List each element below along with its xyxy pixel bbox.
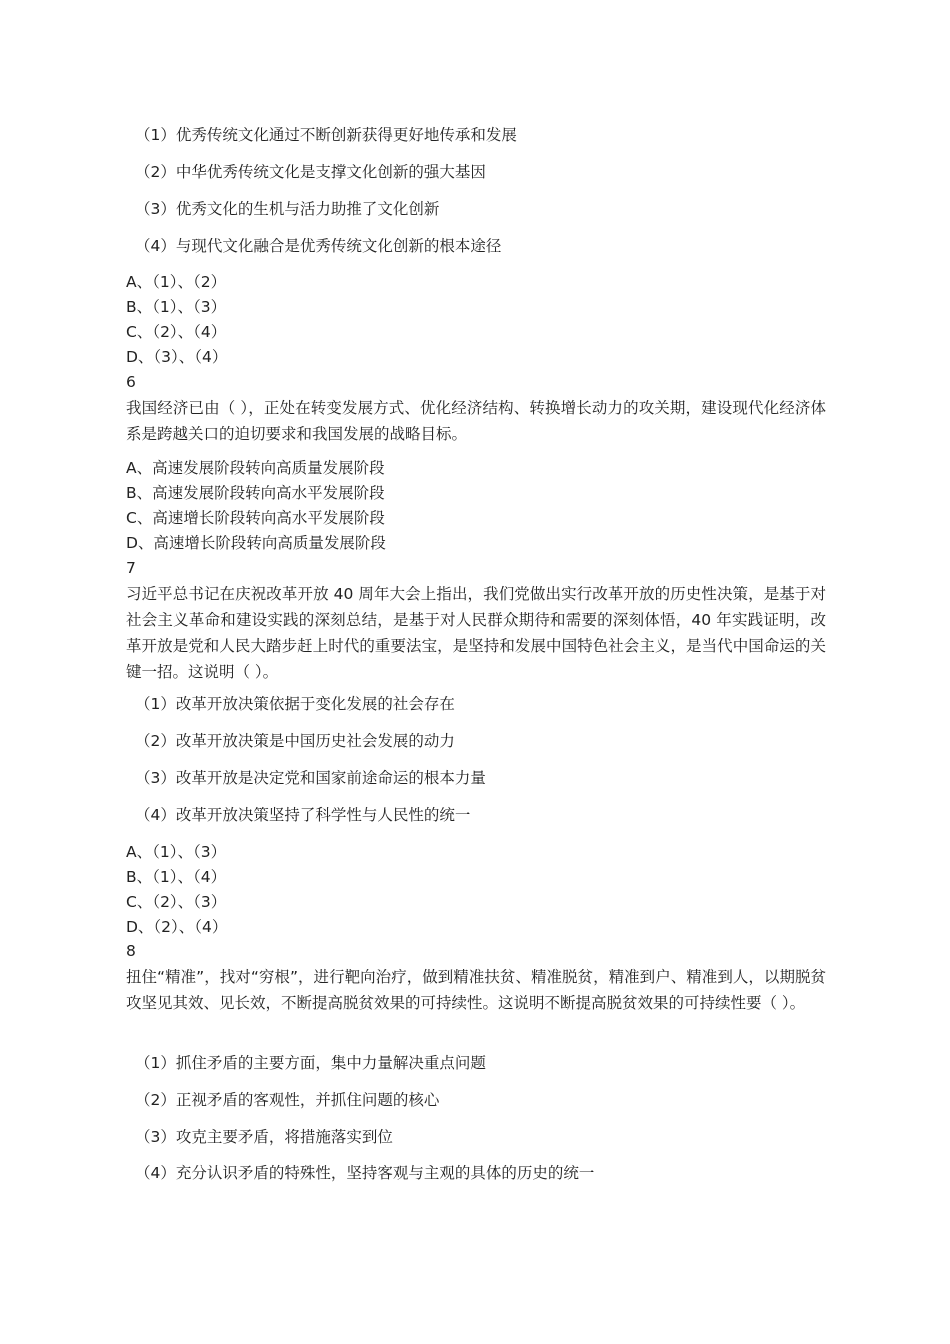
q8-number: 8: [126, 942, 136, 960]
q5-option-b: B、（1）、（3）: [126, 298, 227, 316]
q7-option-b: B、（1）、（4）: [126, 868, 227, 886]
q7-statement-1: （1）改革开放决策依据于变化发展的社会存在: [135, 695, 455, 713]
q7-option-c: C、（2）、（3）: [126, 893, 227, 911]
q5-option-a: A、（1）、（2）: [126, 273, 227, 291]
q5-option-d: D、（3）、（4）: [126, 348, 228, 366]
q7-statement-3: （3）改革开放是决定党和国家前途命运的根本力量: [135, 769, 486, 787]
q8-statement-3: （3）攻克主要矛盾，将措施落实到位: [135, 1128, 393, 1146]
q7-statement-2: （2）改革开放决策是中国历史社会发展的动力: [135, 732, 455, 750]
q7-statement-4: （4）改革开放决策坚持了科学性与人民性的统一: [135, 806, 471, 824]
q8-statement-2: （2）正视矛盾的客观性，并抓住问题的核心: [135, 1091, 440, 1109]
q6-text: 我国经济已由（ ），正处在转变发展方式、优化经济结构、转换增长动力的攻关期，建设现代化经济体系是跨越关口的迫切要求和我国发展的战略目标。: [126, 399, 826, 443]
q5-statement-3: （3）优秀文化的生机与活力助推了文化创新: [135, 200, 440, 218]
q8-statement-1: （1）抓住矛盾的主要方面，集中力量解决重点问题: [135, 1054, 486, 1072]
q6-option-d: D、高速增长阶段转向高质量发展阶段: [126, 534, 386, 552]
q6-number: 6: [126, 373, 136, 391]
q7-option-d: D、（2）、（4）: [126, 918, 228, 936]
q7-text: 习近平总书记在庆祝改革开放 40 周年大会上指出，我们党做出实行改革开放的历史性决策，是基于对社会主义革命和建设实践的深刻总结，是基于对人民群众期待和需要的深刻体悟，40 年实践证明，改革开放是党和人民大踏步赶上时代的重要法宝，是坚持和发展中国特色社会主义，是当代中国命运的关键一招。这说明（ ）。: [126, 585, 826, 681]
q8-text: 扭住“精准”，找对“穷根”，进行靶向治疗，做到精准扶贫、精准脱贫，精准到户、精准到人，以期脱贫攻坚见其效、见长效，不断提高脱贫效果的可持续性。这说明不断提高脱贫效果的可持续性要（ ）。: [126, 968, 826, 1012]
q6-option-c: C、高速增长阶段转向高水平发展阶段: [126, 509, 385, 527]
q7-option-a: A、（1）、（3）: [126, 843, 227, 861]
q5-statement-4: （4）与现代文化融合是优秀传统文化创新的根本途径: [135, 237, 502, 255]
q5-statement-1: （1）优秀传统文化通过不断创新获得更好地传承和发展: [135, 126, 517, 144]
q5-statement-2: （2）中华优秀传统文化是支撑文化创新的强大基因: [135, 163, 486, 181]
q6-option-a: A、高速发展阶段转向高质量发展阶段: [126, 459, 385, 477]
q8-statement-4: （4）充分认识矛盾的特殊性，坚持客观与主观的具体的历史的统一: [135, 1164, 595, 1182]
q5-option-c: C、（2）、（4）: [126, 323, 227, 341]
q6-option-b: B、高速发展阶段转向高水平发展阶段: [126, 484, 385, 502]
q7-number: 7: [126, 559, 136, 577]
